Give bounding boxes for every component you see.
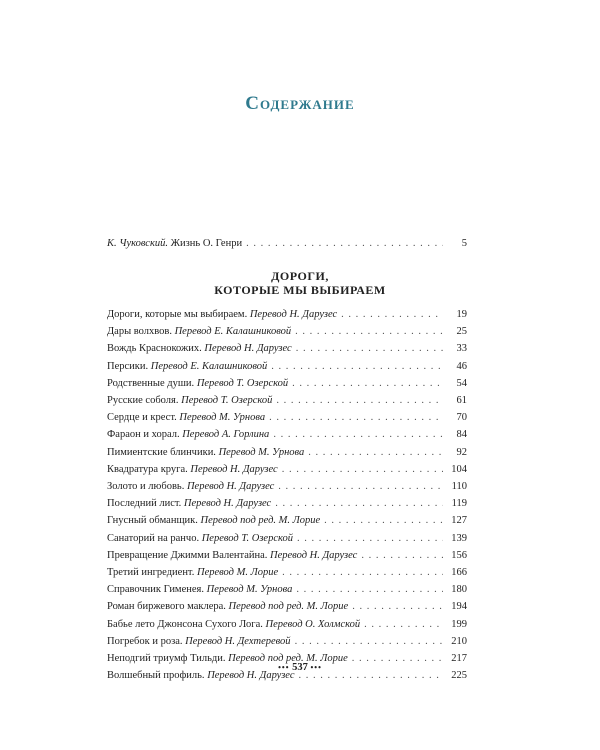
toc-entry[interactable] (107, 308, 467, 321)
entry-translator: Перевод под ред. М. Лорие (228, 601, 349, 613)
leader-dots (282, 463, 443, 476)
toc-entry[interactable] (107, 532, 467, 545)
entry-page: 119 (451, 498, 467, 510)
leader-dots (324, 514, 443, 527)
toc-entry[interactable] (107, 549, 467, 562)
entry-translator: Перевод Е. Калашниковой (174, 326, 292, 338)
entry-title: Гнусный обманщик. (107, 515, 198, 527)
entry-page: 217 (451, 653, 467, 664)
entry-translator: Перевод Т. Озерской (181, 395, 273, 406)
entry-translator: Перевод Н. Дарузес (190, 463, 278, 475)
entry-title: Квадратура круга. (107, 463, 188, 475)
entry-page: 194 (451, 601, 467, 613)
leader-dots (352, 600, 443, 613)
page-title: Содержание (245, 93, 355, 114)
toc-entry[interactable] (107, 514, 467, 527)
toc-intro-entry[interactable] (107, 237, 467, 250)
leader-dots (341, 308, 443, 321)
entry-translator: Перевод Н. Дарузес (186, 481, 275, 492)
entry-page: 61 (456, 395, 467, 406)
entry-page: 46 (456, 360, 467, 372)
toc-entry[interactable] (107, 635, 467, 648)
entry-title: Сердце и крест. (107, 412, 177, 424)
entry-translator: Перевод Н. Дехтеревой (185, 635, 291, 647)
leader-dots (296, 583, 443, 596)
entry-translator: Перевод Н. Дарузес (270, 549, 358, 561)
entry-title: Золото и любовь. (107, 481, 185, 492)
folio-number: 537 (292, 662, 308, 673)
entry-translator: Перевод под ред. М. Лорие (228, 653, 348, 664)
folio-ornament-right: ••• (310, 663, 322, 673)
leader-dots (308, 446, 443, 459)
entry-page: 127 (451, 515, 467, 527)
entry-translator: Перевод М. Лорие (196, 567, 279, 578)
entry-translator: Перевод под ред. М. Лорие (200, 515, 321, 527)
entry-title: Пимиентские блинчики. (107, 446, 216, 458)
entry-page: 199 (451, 618, 467, 630)
toc-entry[interactable] (107, 618, 467, 631)
leader-dots (295, 635, 443, 648)
entry-translator: Перевод Н. Дарузес (249, 309, 338, 320)
entry-page: 19 (456, 309, 467, 320)
leader-dots (269, 411, 443, 424)
entry-page: 33 (456, 343, 467, 355)
entry-title: Погребок и роза. (107, 635, 183, 647)
entry-title: Персики. (107, 360, 149, 372)
entry-page: 156 (451, 549, 467, 561)
toc-entry[interactable] (107, 446, 467, 459)
leader-dots (296, 342, 443, 355)
toc-entry[interactable] (107, 377, 467, 390)
toc-entry[interactable] (107, 480, 467, 493)
toc-entry[interactable] (107, 566, 467, 579)
toc-entry[interactable] (107, 342, 467, 355)
toc-entry[interactable] (107, 394, 467, 407)
toc-entry[interactable] (107, 583, 467, 596)
entry-translator: Перевод Т. Озерской (196, 377, 289, 389)
toc-entry[interactable] (107, 600, 467, 613)
entry-title: Вождь Краснокожих. (107, 343, 202, 355)
entry-translator: Перевод Е. Калашниковой (150, 360, 268, 372)
entry-translator: Перевод М. Урнова (179, 412, 266, 424)
toc-entry[interactable] (107, 497, 467, 510)
entry-title: Превращение Джимми Валентайна. (107, 549, 268, 561)
entry-translator: Перевод О. Холмской (265, 618, 361, 630)
entry-page: 139 (451, 532, 467, 544)
entry-title: Справочник Гименея. (107, 584, 204, 596)
entry-page: 70 (456, 412, 467, 424)
entry-translator: Перевод Н. Дарузес (183, 498, 272, 510)
page-number (0, 662, 600, 673)
entry-translator: Перевод Н. Дарузес (204, 343, 292, 355)
entry-title: Бабье лето Джонсона Сухого Лога. (107, 618, 263, 630)
entry-translator: Перевод М. Урнова (206, 584, 293, 596)
entry-page: 25 (456, 326, 467, 338)
leader-dots (276, 394, 443, 407)
entry-title: Дары волхвов. (107, 326, 172, 338)
entry-title: Санаторий на ранчо. (107, 532, 200, 544)
entry-title: Последний лист. (107, 498, 182, 510)
leader-dots (364, 618, 443, 631)
leader-dots (271, 360, 443, 373)
entry-page: 84 (456, 429, 467, 441)
section-heading (0, 269, 600, 297)
leader-dots (282, 566, 443, 579)
entry-translator: Перевод Н. Дарузес (207, 670, 295, 682)
entry-translator: Перевод М. Урнова (218, 446, 305, 458)
leader-dots (246, 237, 443, 250)
toc-entry[interactable] (107, 463, 467, 476)
section-heading-line2: КОТОРЫЕ МЫ ВЫБИРАЕМ (214, 283, 386, 297)
entry-title: Неподгий триумф Тильди. (107, 653, 226, 664)
entry-title: Фараон и хорал. (107, 429, 180, 441)
leader-dots (292, 377, 443, 390)
entry-title: Русские соболя. (107, 395, 179, 406)
leader-dots (295, 325, 443, 338)
leader-dots (278, 480, 443, 493)
toc-entry[interactable] (107, 411, 467, 424)
entry-translator: Перевод А. Горлина (182, 429, 270, 441)
entry-page: 104 (451, 463, 467, 475)
entry-page: 225 (451, 670, 467, 682)
toc-entry[interactable] (107, 325, 467, 338)
intro-author: К. Чуковский. (107, 238, 168, 249)
leader-dots (273, 428, 443, 441)
toc-entry[interactable] (107, 360, 467, 373)
toc-entry[interactable] (107, 428, 467, 441)
entry-page: 210 (451, 635, 467, 647)
entry-page: 180 (451, 584, 467, 596)
entry-title: Дороги, которые мы выбираем. (107, 309, 248, 320)
entry-title: Третий ингредиент. (107, 567, 195, 578)
entry-page: 54 (456, 377, 467, 389)
intro-page: 5 (461, 238, 467, 249)
entry-translator: Перевод Т. Озерской (201, 532, 294, 544)
entry-title: Роман биржевого маклера. (107, 601, 226, 613)
entry-title: Родственные души. (107, 377, 195, 389)
leader-dots (361, 549, 443, 562)
intro-title: Жизнь О. Генри (170, 238, 243, 249)
folio-ornament-left: ••• (278, 663, 290, 673)
entry-page: 92 (456, 446, 467, 458)
leader-dots (275, 497, 443, 510)
entry-page: 110 (451, 481, 467, 492)
leader-dots (297, 532, 443, 545)
entry-title: Волшебный профиль. (107, 670, 205, 682)
entry-page: 166 (451, 567, 467, 578)
section-heading-line1: ДОРОГИ, (271, 269, 329, 283)
